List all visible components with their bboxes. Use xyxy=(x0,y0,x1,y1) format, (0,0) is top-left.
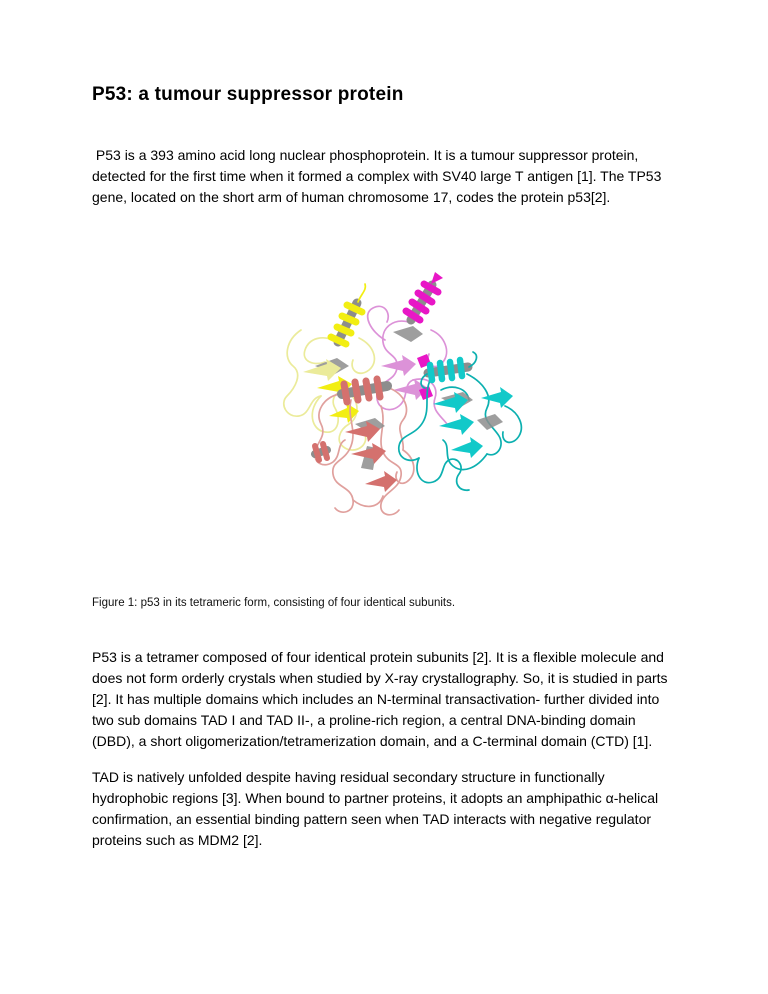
p53-tetramer-ribbon-image xyxy=(281,270,526,526)
paragraph-tad: TAD is natively unfolded despite having residual secondary structure in functionally hydrophobic regions [3]. When bound to partner proteins, it adopts an amphipathic α-helical confirmation, an essential binding pattern seen when TAD interacts with negative regulator proteins such as MDM2 [2]. xyxy=(92,769,662,848)
page-title: P53: a tumour suppressor protein xyxy=(92,84,404,105)
subunit-magenta xyxy=(368,272,447,424)
paragraph-intro: P53 is a 393 amino acid long nuclear phosphoprotein. It is a tumour suppressor protein, detected for the first time when it formed a complex with SV40 large T antigen [1]. The TP53 gene, located on the short arm of human chromosome 17, codes the protein p53[2]. xyxy=(92,147,666,205)
figure-caption: Figure 1: p53 in its tetrameric form, consisting of four identical subunits. xyxy=(92,597,456,609)
paragraph-structure: P53 is a tetramer composed of four identical protein subunits [2]. It is a flexible molecule and does not form orderly crystals when studied by X-ray crystallography. So, it is studied in parts [2]. It has multiple domains which includes an N-terminal transactivation- further divided into two sub domains TAD I and TAD II-, a proline-rich region, a central DNA-binding domain (DBD), a short oligomerization/tetramerization domain, and a C-terminal domain (CTD) [1]. xyxy=(92,649,672,749)
subunit-cyan xyxy=(399,352,522,490)
figure-1-p53-tetramer xyxy=(281,270,526,526)
